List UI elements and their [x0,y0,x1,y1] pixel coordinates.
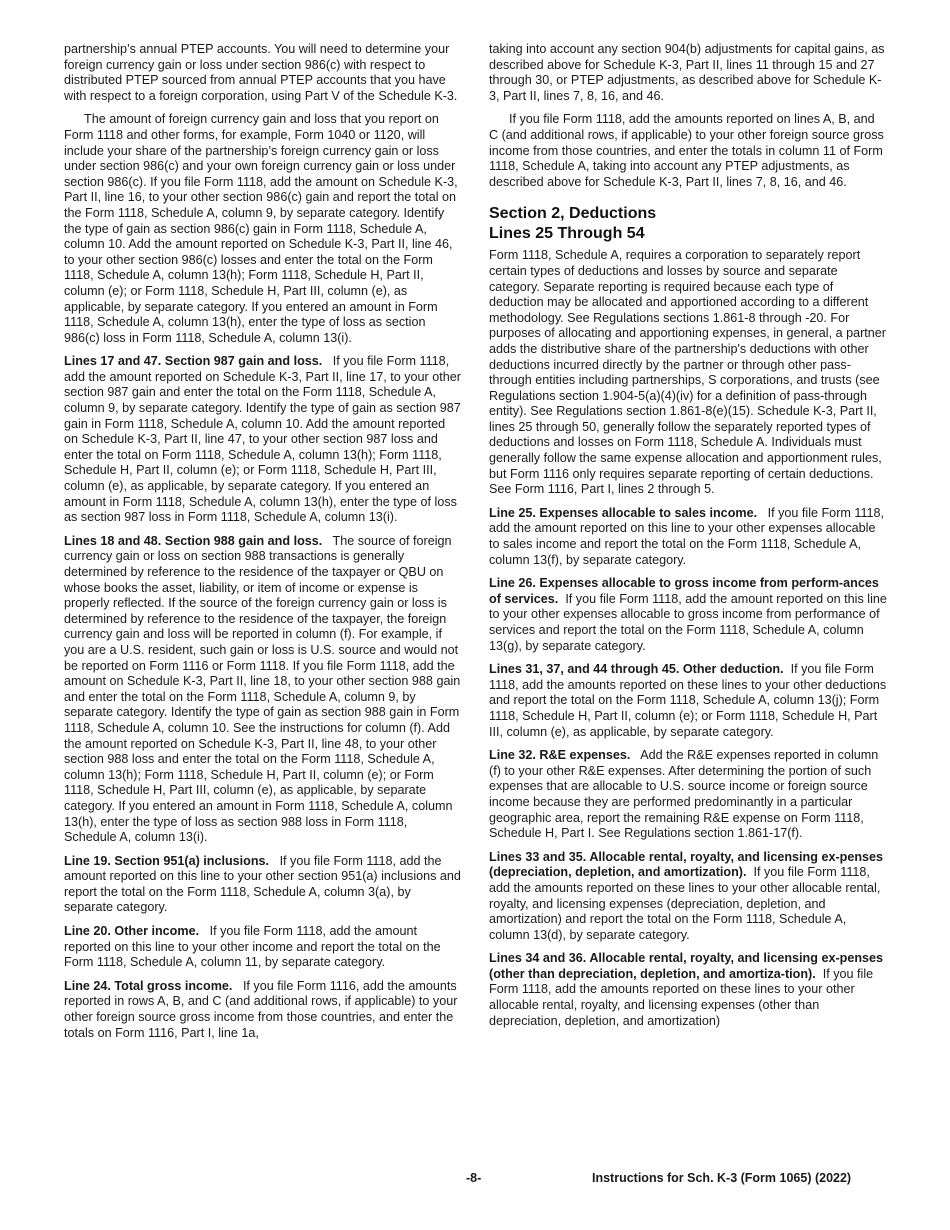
section-line-32: Line 32. R&E expenses. Add the R&E expenses reported in column (f) to your other R&E expenses. After determining the portion of such expenses that are allocable to U.S. source income or foreign source income because they are performed predominantly in a particular geographic area, report the remaining R&E expense on Form 1118, Schedule H, Part I. See Regulations section 1.861-17(f). [489,748,879,841]
section-2-heading: Section 2, Deductions Lines 25 Through 54 [489,205,657,243]
heading-line-32: Line 32. R&E expenses. [489,748,631,763]
section-lines-33-35: Lines 33 and 35. Allocable rental, royalty, and licensing ex-penses (depreciation, depletion, and amortization). If you file Form 1118, add the amounts reported on these lines to your other allocable rental, royalty, and licensing expenses (depreciation, depletion, and amortization) and report the total on the Form 1118, Schedule A, column 13(d), by separate category. [489,849,884,942]
section-line-25: Line 25. Expenses allocable to sales income. If you file Form 1118, add the amount reported on this line to your other expenses allocable to sales income and report the total on the Form 1118, Schedule A, column 13(f), by separate category. [489,505,885,567]
heading-lines-31-37-44-45: Lines 31, 37, and 44 through 45. Other deduction. [489,662,784,677]
heading-line-24: Line 24. Total gross income. [64,978,233,993]
paragraph-904b-adjustments: taking into account any section 904(b) adjustments for capital gains, as described above for Schedule K-3, Part II, lines 11 through 15 and 27 through 30, or PTEP adjustments, as described above for Schedule K-3, Part II, lines 7, 8, 16, and 46. [489,42,885,103]
section-lines-18-48: Lines 18 and 48. Section 988 gain and loss. The source of foreign currency gain or loss on section 988 transactions is generally determined by reference to the residence of the taxpayer or QBU on whose books the asset, liability, or item of income or expense is properly reflected. If the source of the foreign currency gain or loss is determined by reference to the residence of the taxpayer, the foreign currency gain and loss will be reported in column (f). For example, if you are a U.S. resident, such gain or loss is U.S. source and would not be reported on Form 1116 or Form 1118. If you file Form 1118, add the amount on Schedule K-3, Part II, line 18, to your other section 988 gain and enter the total on the Form 1118, Schedule A, column 9, by separate category. Identify the type of gain as section 988 gain in Form 1118, Schedule A, column 10. See the instructions for column (f). Add the amount reported on Schedule K-3, Part II, line 48, to your other section 988 loss and enter the total on the Form 1118, Schedule A, column 13(h); Form 1118, Schedule H, Part II, column (e); or Form 1118, Schedule H, Part III, column (e), as applicable, by separate category. If you entered an amount in Form 1118, Schedule A, column 13(h), enter the type of loss as section 988 loss in Form 1118, Schedule A, column 13(i). [64,533,461,845]
page-number: -8- [466,1171,482,1185]
heading-lines-17-47: Lines 17 and 47. Section 987 gain and loss. [64,354,323,369]
section-line-26: Line 26. Expenses allocable to gross income from perform-ances of services. If you file Form 1118, add the amount reported on this line to your other expenses allocable to gross income from performance of services and report the total on the Form 1118, Schedule A, column 13(g), by separate category. [489,576,887,653]
section-line-20: Line 20. Other income. If you file Form 1118, add the amount reported on this line to your other income and report the total on the Form 1118, Schedule A, column 11, by separate category. [64,924,441,970]
heading-line-20: Line 20. Other income. [64,924,200,939]
section-lines-31-37-44-45: Lines 31, 37, and 44 through 45. Other deduction. If you file Form 1118, add the amounts reported on these lines to your other deductions and report the total on the Form 1118, Schedule A, column 13(j); Form 1118, Schedule H, Part II, column (e); or Form 1118, Schedule H, Part III, column (e), as applicable, by separate category. [489,662,887,739]
section-2-body: Form 1118, Schedule A, requires a corporation to separately report certain types of deductions and losses by source and separate category. Separate reporting is required because each type of deduction may be allocated and apportioned according to a different methodology. See Regulations sections 1.861-8 through -20. For purposes of allocating and apportioning expenses, in general, a partner adds the distributive share of the partnership's deductions with other deductions incurred directly by the partner or through other pass-through entities including partnerships, S corporations, and trusts (see Regulations section 1.904-5(a)(4)(iv) for a definition of pass-through entity). See Regulations section 1.861-8(e)(15). Schedule K-3, Part II, lines 25 through 50, generally follow the separately reported types of deductions and losses on Form 1118, Schedule A. Individuals must generally follow the same expense allocation and apportionment rules, but Form 1116 only requires separate reporting of certain deductions. See Form 1116, Part I, lines 2 through 5. [489,248,886,497]
left-column [64,42,462,1049]
paragraph-ptep-accounts: partnership’s annual PTEP accounts. You will need to determine your foreign currency gain or loss under section 986(c) with respect to distributed PTEP sourced from annual PTEP accounts that you have with respect to a foreign corporation, using Part V of the Schedule K-3. [64,42,458,103]
heading-line-19: Line 19. Section 951(a) inclusions. [64,853,270,868]
heading-lines-18-48: Lines 18 and 48. Section 988 gain and loss. [64,533,323,548]
paragraph-form-1118-totals: If you file Form 1118, add the amounts reported on lines A, B, and C (and additional rows, if applicable) to your other foreign source gross income from those countries, and enter the totals in column 11 of Form 1118, Schedule A, taking into account any PTEP adjustments, as described above for Schedule K-3, Part II, lines 7, 8, 16, and 46. [489,112,884,189]
section-lines-34-36: Lines 34 and 36. Allocable rental, royalty, and licensing ex-penses (other than depreciation, depletion, and amortiza-tion). If you file Form 1118, add the amounts reported on these lines to your other allocable rental, royalty, and licensing expenses (other than depreciation, depletion, and amortization) [489,951,884,1028]
heading-line-26: Line 26. Expenses allocable to gross income from perform-ances of services. [489,576,879,606]
paragraph-986c-gain-loss: The amount of foreign currency gain and loss that you report on Form 1118 and other forms, for example, Form 1040 or 1120, will include your share of the partnership’s foreign currency gain or loss under section 986(c) and your own foreign currency gain or loss under section 986(c). If you file Form 1118, add the amount on Schedule K-3, Part II, line 16, to your other section 986(c) gain and report the total on the Form 1118, Schedule A, column 9, by separate category. Identify the type of gain as section 986(c) gain in Form 1118, Schedule A, column 10. Add the amount reported on Schedule K-3, Part II, line 46, to your other section 986(c) losses and enter the total on the Form 1118, Schedule A, column 13(h); Form 1118, Schedule H, Part II, column (e); or Form 1118, Schedule H, Part III, column (e), as applicable, by separate category. If you entered an amount in Form 1118, Schedule A, column 13(h), enter the type of loss as section 986(c) loss in Form 1118, Schedule A, column 13(i). [64,112,458,345]
footer-title: Instructions for Sch. K-3 (Form 1065) (2022) [592,1171,852,1185]
right-column [489,42,887,1037]
heading-lines-34-36: Lines 34 and 36. Allocable rental, royalty, and licensing ex-penses (other than depreciation, depletion, and amortiza-tion). [489,951,884,981]
section-line-24: Line 24. Total gross income. If you file Form 1116, add the amounts reported in rows A, B, and C (and additional rows, if applicable) to your other foreign source gross income from those countries, and enter the totals on Form 1116, Part I, line 1a, [64,978,458,1040]
heading-lines-33-35: Lines 33 and 35. Allocable rental, royalty, and licensing ex-penses (depreciation, depletion, and amortization). [489,849,884,880]
section-line-19: Line 19. Section 951(a) inclusions. If you file Form 1118, add the amount reported on this line to your other section 951(a) inclusions and report the total on the Form 1118, Schedule A, column 3(a), by separate category. [64,853,461,915]
heading-line-25: Line 25. Expenses allocable to sales income. [489,505,758,520]
section-lines-17-47: Lines 17 and 47. Section 987 gain and loss. If you file Form 1118, add the amount reported on Schedule K-3, Part II, line 17, to your other section 987 gain and enter the total on the Form 1118, Schedule A, column 9, by separate category. Identify the type of gain as section 987 gain in Form 1118, Schedule A, column 10. Add the amount reported on Schedule K-3, Part II, line 47, to your other section 987 loss and enter the total on Form 1118, Schedule A, column 13(h); Form 1118, Schedule H, Part II, column (e); or Form 1118, Schedule H, Part III, column (e), as applicable, by separate category. If you entered an amount in Form 1118, Schedule A, column 13(h), enter the type of loss as section 987 loss in Form 1118, Schedule A, column 13(i). [64,354,461,525]
